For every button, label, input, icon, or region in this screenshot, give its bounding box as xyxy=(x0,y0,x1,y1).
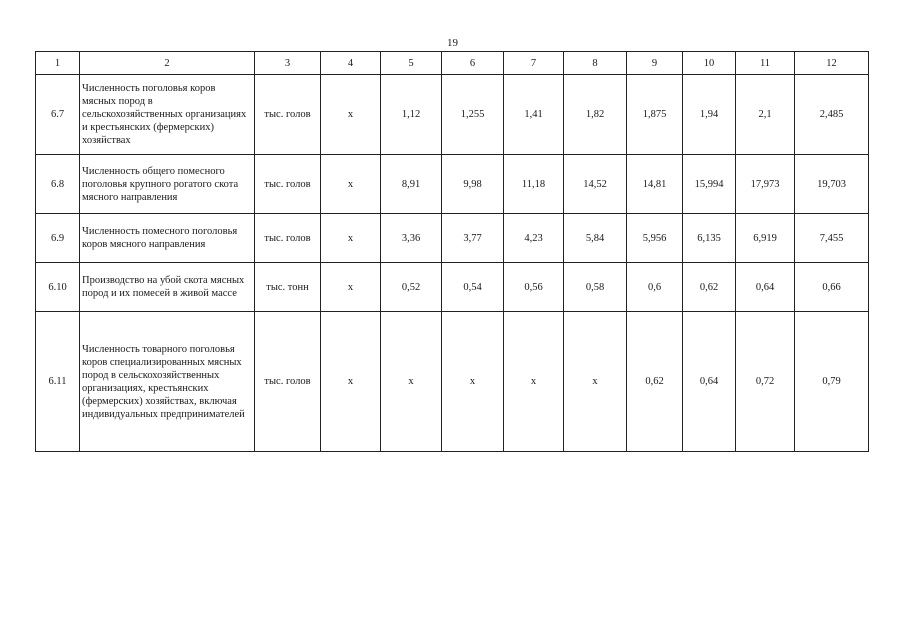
column-header-12: 12 xyxy=(795,52,869,75)
value-cell: 7,455 xyxy=(795,214,869,263)
value-cell: 1,41 xyxy=(504,75,564,155)
value-cell: 2,1 xyxy=(736,75,795,155)
row-number: 6.11 xyxy=(36,312,80,452)
table-row xyxy=(36,155,869,214)
column-header-9: 9 xyxy=(627,52,683,75)
value-cell: 1,82 xyxy=(564,75,627,155)
value-cell: 5,956 xyxy=(627,214,683,263)
value-cell: x xyxy=(321,263,381,312)
value-cell: x xyxy=(321,312,381,452)
value-cell: 1,12 xyxy=(381,75,442,155)
table-row xyxy=(36,214,869,263)
value-cell: 0,62 xyxy=(683,263,736,312)
column-header-5: 5 xyxy=(381,52,442,75)
row-number: 6.9 xyxy=(36,214,80,263)
unit-cell: тыс. тонн xyxy=(255,263,321,312)
value-cell: 1,255 xyxy=(442,75,504,155)
value-cell: x xyxy=(381,312,442,452)
table-row xyxy=(36,75,869,155)
value-cell: 0,62 xyxy=(627,312,683,452)
value-cell: 0,52 xyxy=(381,263,442,312)
value-cell: 3,36 xyxy=(381,214,442,263)
indicator-name: Численность поголовья коров мясных пород в сельскохозяйственных организациях и крестьянских (фермерских) хозяйствах xyxy=(80,75,255,155)
value-cell: 19,703 xyxy=(795,155,869,214)
column-header-6: 6 xyxy=(442,52,504,75)
value-cell: 17,973 xyxy=(736,155,795,214)
value-cell: 0,58 xyxy=(564,263,627,312)
value-cell: 1,875 xyxy=(627,75,683,155)
value-cell: x xyxy=(321,155,381,214)
indicator-name: Численность помесного поголовья коров мясного направления xyxy=(80,214,255,263)
indicator-name: Производство на убой скота мясных пород и их помесей в живой массе xyxy=(80,263,255,312)
row-number: 6.8 xyxy=(36,155,80,214)
value-cell: 0,54 xyxy=(442,263,504,312)
value-cell: x xyxy=(564,312,627,452)
column-header-7: 7 xyxy=(504,52,564,75)
column-header-3: 3 xyxy=(255,52,321,75)
indicator-name: Численность общего помесного поголовья крупного рогатого скота мясного направления xyxy=(80,155,255,214)
column-header-1: 1 xyxy=(36,52,80,75)
indicator-name: Численность товарного поголовья коров специализированных мясных пород в сельскохозяйственных организациях, крестьянских (фермерских) хозяйствах, включая индивидуальных предпринимателей xyxy=(80,312,255,452)
value-cell: 6,135 xyxy=(683,214,736,263)
value-cell: 11,18 xyxy=(504,155,564,214)
table-row xyxy=(36,312,869,452)
value-cell: 0,6 xyxy=(627,263,683,312)
value-cell: 2,485 xyxy=(795,75,869,155)
column-number-row xyxy=(36,52,869,75)
value-cell: 0,66 xyxy=(795,263,869,312)
column-header-2: 2 xyxy=(80,52,255,75)
value-cell: 14,52 xyxy=(564,155,627,214)
value-cell: x xyxy=(321,214,381,263)
value-cell: 0,64 xyxy=(683,312,736,452)
value-cell: 6,919 xyxy=(736,214,795,263)
indicators-table xyxy=(35,51,869,452)
value-cell: 1,94 xyxy=(683,75,736,155)
value-cell: 9,98 xyxy=(442,155,504,214)
value-cell: x xyxy=(504,312,564,452)
unit-cell: тыс. голов xyxy=(255,312,321,452)
table-row xyxy=(36,263,869,312)
column-header-11: 11 xyxy=(736,52,795,75)
value-cell: 14,81 xyxy=(627,155,683,214)
value-cell: 0,64 xyxy=(736,263,795,312)
value-cell: 0,72 xyxy=(736,312,795,452)
unit-cell: тыс. голов xyxy=(255,155,321,214)
row-number: 6.7 xyxy=(36,75,80,155)
value-cell: 0,56 xyxy=(504,263,564,312)
row-number: 6.10 xyxy=(36,263,80,312)
column-header-8: 8 xyxy=(564,52,627,75)
value-cell: 8,91 xyxy=(381,155,442,214)
unit-cell: тыс. голов xyxy=(255,214,321,263)
value-cell: 4,23 xyxy=(504,214,564,263)
value-cell: 15,994 xyxy=(683,155,736,214)
value-cell: 5,84 xyxy=(564,214,627,263)
value-cell: 0,79 xyxy=(795,312,869,452)
value-cell: 3,77 xyxy=(442,214,504,263)
column-header-4: 4 xyxy=(321,52,381,75)
column-header-10: 10 xyxy=(683,52,736,75)
value-cell: x xyxy=(321,75,381,155)
page-number: 19 xyxy=(447,37,458,49)
value-cell: x xyxy=(442,312,504,452)
unit-cell: тыс. голов xyxy=(255,75,321,155)
